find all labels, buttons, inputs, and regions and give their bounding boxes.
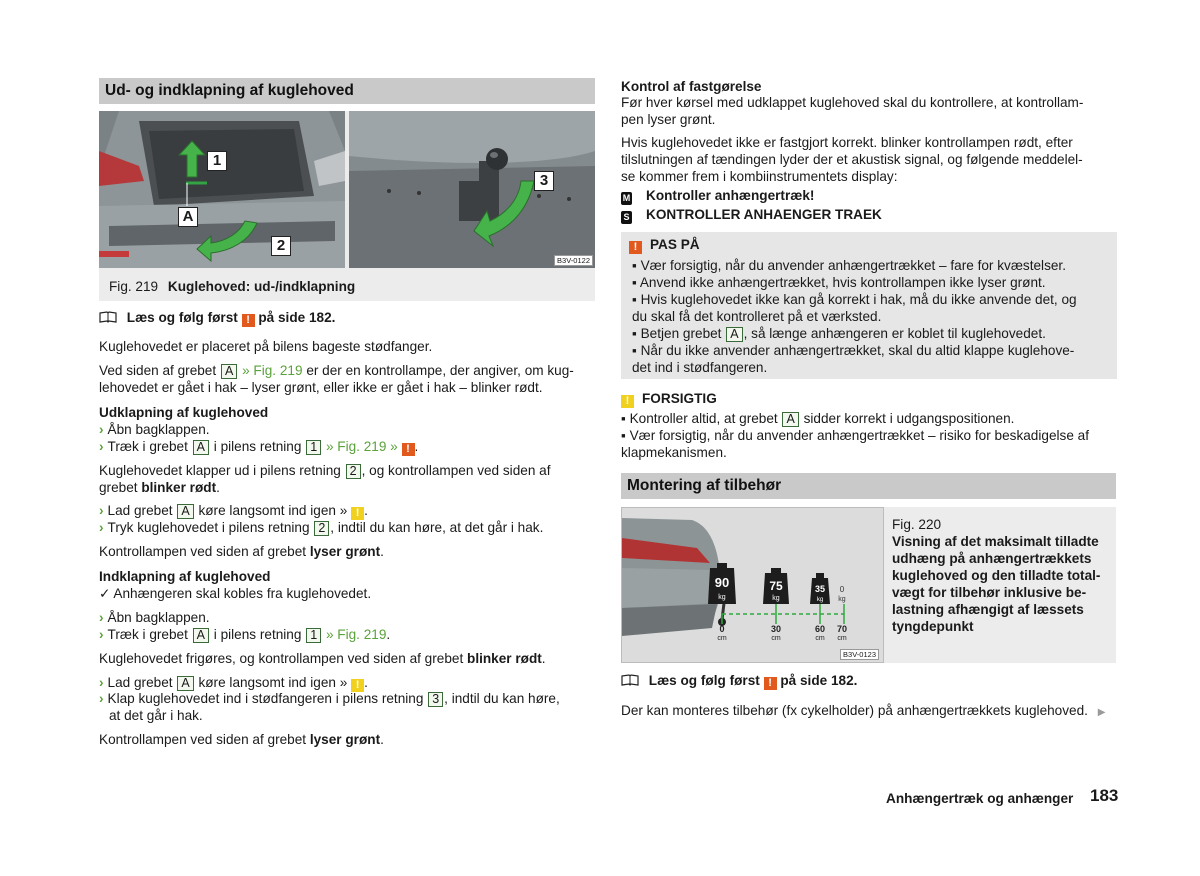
weight-unit: kg <box>838 596 846 603</box>
read-first-text: Læs og følg først <box>648 673 760 688</box>
segment-display-icon: S <box>621 211 632 224</box>
caution-item-cont: klapmekanismen. <box>621 445 727 460</box>
fig220-caption-line: kuglehoved og den tilladte total- <box>892 568 1101 583</box>
unfold-para-b: , og kontrollampen ved siden af <box>361 463 551 478</box>
weight-unit: kg <box>718 594 726 601</box>
read-first-page-ref[interactable]: på side 182. <box>780 673 858 688</box>
fig220-caption-line: udhæng på anhængertrækkets <box>892 551 1092 566</box>
distance-unit: cm <box>771 635 781 642</box>
caution-list <box>621 410 1117 461</box>
caution-item-1a: ▪ Kontroller altid, at grebet <box>621 411 778 426</box>
fold-step-1: › Åbn bagklappen. <box>99 610 210 625</box>
boxed-a: A <box>177 504 193 519</box>
caution-icon[interactable]: ! <box>351 507 364 520</box>
warning-item-cont: du skal få det kontrolleret på et værksted. <box>632 309 882 324</box>
figure-219 <box>99 111 595 301</box>
unfold-step-4-text-b: , indtil du kan høre, at det går i hak. <box>330 520 544 535</box>
warning-item: ▪ Hvis kuglehovedet ikke kan gå korrekt i hak, må du ikke anvende det, og <box>632 292 1077 307</box>
fig219-link[interactable]: » Fig. 219 » <box>325 439 398 454</box>
trunk-photo <box>99 111 345 268</box>
unfold-step-4-text-a: Tryk kuglehovedet i pilens retning <box>107 520 310 535</box>
distance-30: 30 <box>770 624 782 634</box>
lamp-green-text: Kontrollampen ved siden af grebet <box>99 544 307 559</box>
fold-requirement: ✓ Anhængeren skal kobles fra kuglehovedet. <box>99 586 372 601</box>
fig220-caption-line: tyngdepunkt <box>892 619 974 634</box>
weight-0: 0 <box>839 585 845 594</box>
caution-icon[interactable]: ! <box>351 679 364 692</box>
maxidot-icon: M <box>622 193 631 203</box>
hitch-illustration <box>349 111 595 268</box>
warning-icon: ! <box>629 241 642 254</box>
section-title-left: Ud- og indklapning af kuglehoved <box>99 78 595 104</box>
boxed-a: A <box>193 440 209 455</box>
control-p2-b: tilslutningen af tændingen lyder der et akustisk signal, og følgende meddelel- <box>621 152 1083 167</box>
fold-step-2-text-a: Træk i grebet <box>107 627 188 642</box>
unfold-para-c: grebet <box>99 480 138 495</box>
control-p1-b: pen lyser grønt. <box>621 112 716 127</box>
weight-35: 35 <box>814 584 826 594</box>
fig219-number: Fig. 219 <box>109 279 159 294</box>
fig220-caption <box>892 516 1112 635</box>
read-first-page-ref[interactable]: på side 182. <box>258 310 336 325</box>
fig220-image <box>621 507 884 663</box>
read-first-text: Læs og følg først <box>126 310 238 325</box>
fig220-code: B3V-0123 <box>840 649 879 660</box>
lamp-green-paragraph-1: Kontrollampen ved siden af grebet lyser grønt. <box>99 544 384 559</box>
fold-step-2-text-b: i pilens retning <box>213 627 302 642</box>
boxed-a: A <box>177 676 193 691</box>
display-message-2-text: KONTROLLER ANHAENGER TRAEK <box>646 207 882 222</box>
boxed-3: 3 <box>428 692 443 707</box>
fold-step-4-text-b: , indtil du kan høre, <box>444 691 560 706</box>
display-message-2 <box>621 206 1117 224</box>
warning-icon: ! <box>242 314 255 327</box>
lamp-green-paragraph-2: Kontrollampen ved siden af grebet lyser grønt. <box>99 732 384 747</box>
fold-step-2: › Træk i grebet A i pilens retning 1 » Fig. 219. <box>99 627 391 642</box>
boxed-2: 2 <box>314 521 329 536</box>
fold-step-4-text-a: Klap kuglehovedet ind i stødfangeren i pilens retning <box>107 691 424 706</box>
callout-2-fig219: 2 <box>271 236 291 256</box>
warning-icon[interactable]: ! <box>402 443 415 456</box>
fig219-code: B3V-0122 <box>554 255 593 266</box>
distance-0: 0 <box>719 624 725 634</box>
warning-box <box>621 232 1117 379</box>
caution-title-text: FORSIGTIG <box>642 391 717 406</box>
footer-chapter: Anhængertræk og anhænger <box>886 791 1074 806</box>
accessory-text: Der kan monteres tilbehør (fx cykelholder) på anhængertrækkets kuglehoved. <box>621 703 1088 718</box>
accessory-paragraph <box>621 702 1117 721</box>
fold-step-3-text-b: køre langsomt ind igen » <box>198 675 348 690</box>
control-p2-a: Hvis kuglehovedet ikke er fastgjort korrekt. blinker kontrollampen rødt, efter <box>621 135 1073 150</box>
lamp-text-3: lehovedet er gået i hak – lyser grønt, eller ikke er gået i hak – blinker rødt. <box>99 380 543 395</box>
intro-paragraph: Kuglehovedet er placeret på bilens bageste stødfanger. <box>99 339 433 354</box>
fig220-caption-line: lastning afhængigt af læssets <box>892 602 1084 617</box>
caution-item: ▪ Vær forsigtig, når du anvender anhængertrækket – risiko for beskadigelse af <box>621 428 1090 443</box>
weight-unit: kg <box>816 597 824 603</box>
warning-item-cont: det ind i stødfangeren. <box>632 360 768 375</box>
page-number: 183 <box>1090 786 1119 805</box>
caution-item-1b: sidder korrekt i udgangspositionen. <box>803 411 1015 426</box>
caution-icon: ! <box>621 395 634 408</box>
boxed-1: 1 <box>306 440 321 455</box>
control-heading: Kontrol af fastgørelse <box>621 79 762 94</box>
warning-title-text: PAS PÅ <box>650 237 700 252</box>
release-paragraph: Kuglehovedet frigøres, og kontrollampen ved siden af grebet blinker rødt. <box>99 651 546 666</box>
control-p2-c: se kommer frem i kombiinstrumentets display: <box>621 169 898 184</box>
boxed-1: 1 <box>306 628 321 643</box>
weight-90: 90 <box>714 575 730 590</box>
heading-unfold: Udklapning af kuglehoved <box>99 405 269 420</box>
caution-item <box>621 410 1117 427</box>
fig220-caption-text <box>892 533 1112 635</box>
book-icon <box>99 311 117 323</box>
lamp-paragraph <box>99 362 595 396</box>
boxed-2: 2 <box>346 464 361 479</box>
distance-unit: cm <box>815 635 825 642</box>
figure-220 <box>621 507 1116 663</box>
book-icon <box>621 674 639 686</box>
warning-title <box>629 236 1109 254</box>
fold-step-1-text: Åbn bagklappen. <box>107 610 210 625</box>
fig219-link[interactable]: » Fig. 219 <box>242 363 303 378</box>
warning-item: ▪ Vær forsigtig, når du anvender anhængertrækket – fare for kvæstelser. <box>632 258 1066 273</box>
hitch-photo <box>349 111 595 268</box>
lamp-green-text: Kontrollampen ved siden af grebet <box>99 732 307 747</box>
fig219-title: Kuglehoved: ud-/indklapning <box>167 279 356 294</box>
lamp-text-2: er der en kontrollampe, der angiver, om kug- <box>306 363 574 378</box>
callout-a-fig219: A <box>178 207 198 227</box>
trunk-illustration <box>99 111 345 268</box>
boxed-a: A <box>726 327 742 342</box>
continue-arrow-icon[interactable]: ▶ <box>1097 707 1106 718</box>
fold-step-4: › Klap kuglehovedet ind i stødfangeren i pilens retning 3 , indtil du kan høre, at det går i hak. <box>99 691 560 723</box>
fig220-caption-line: vægt for tilbehør inklusive be- <box>892 585 1087 600</box>
heading-fold: Indklapning af kuglehoved <box>99 569 271 584</box>
unfold-paragraph <box>99 462 595 496</box>
fold-step-3-text-a: Lad grebet <box>107 675 173 690</box>
lamp-green-bold: lyser grønt <box>309 732 381 747</box>
display-message-1 <box>621 187 1117 205</box>
warning-item: ▪ Når du ikke anvender anhængertrækket, skal du altid klappe kuglehove- <box>632 343 1075 358</box>
warning-item: ▪ Anvend ikke anhængertrækket, hvis kontrollampen ikke lyser grønt. <box>632 275 1046 290</box>
distance-unit: cm <box>837 635 847 642</box>
display-message-1-text: Kontroller anhængertræk! <box>646 188 815 203</box>
distance-60: 60 <box>814 624 826 634</box>
boxed-a: A <box>221 364 237 379</box>
fig219-link[interactable]: » Fig. 219 <box>325 627 387 642</box>
weight-unit: kg <box>772 595 780 602</box>
callout-3-fig219: 3 <box>534 171 554 191</box>
lamp-text-1: Ved siden af grebet <box>99 363 217 378</box>
unfold-step-2: › Træk i grebet A i pilens retning 1 » Fig. 219 » ! . <box>99 439 419 455</box>
unfold-step-4: › Tryk kuglehovedet i pilens retning 2 , indtil du kan høre, at det går i hak. <box>99 520 544 535</box>
warning-item-4b: , så længe anhængeren er koblet til kuglehovedet. <box>743 326 1046 341</box>
unfold-para-a: Kuglehovedet klapper ud i pilens retning <box>99 463 341 478</box>
unfold-para-end: . <box>216 480 220 495</box>
warning-icon: ! <box>764 677 777 690</box>
fig220-caption-line: Visning af det maksimalt tilladte <box>892 534 1099 549</box>
release-bold: blinker rødt <box>467 651 542 666</box>
unfold-step-1-text: Åbn bagklappen. <box>107 422 210 437</box>
lamp-green-bold: lyser grønt <box>309 544 381 559</box>
fig220-number: Fig. 220 <box>892 517 942 532</box>
read-first-left <box>99 309 595 327</box>
callout-1-fig219: 1 <box>207 151 227 171</box>
warning-list <box>632 257 1109 376</box>
distance-unit: cm <box>717 635 727 642</box>
control-paragraph-2 <box>621 134 1117 185</box>
unfold-para-bold: blinker rødt <box>141 480 217 495</box>
caution-title <box>621 390 1117 408</box>
control-paragraph-1 <box>621 94 1117 128</box>
fold-step-3: › Lad grebet A køre langsomt ind igen » ! . <box>99 675 368 691</box>
boxed-a: A <box>782 412 798 427</box>
unfold-step-2-text-a: Træk i grebet <box>107 439 188 454</box>
warning-item-4a: ▪ Betjen grebet <box>632 326 722 341</box>
section-title-right: Montering af tilbehør <box>621 473 1116 499</box>
unfold-step-3-text-a: Lad grebet <box>107 503 173 518</box>
fig219-caption <box>109 278 355 295</box>
unfold-step-2-text-b: i pilens retning <box>213 439 302 454</box>
warning-item <box>632 325 1109 342</box>
unfold-step-1: › Åbn bagklappen. <box>99 422 210 437</box>
boxed-a: A <box>193 628 209 643</box>
unfold-step-3-text-b: køre langsomt ind igen » <box>198 503 348 518</box>
distance-70: 70 <box>836 624 848 634</box>
release-text: Kuglehovedet frigøres, og kontrollampen ved siden af grebet <box>99 651 464 666</box>
load-diagram <box>622 508 884 663</box>
weight-75: 75 <box>769 579 783 593</box>
fold-step-4-text-c: at det går i hak. <box>109 708 203 723</box>
unfold-step-3: › Lad grebet A køre langsomt ind igen » ! . <box>99 503 368 519</box>
control-p1-a: Før hver kørsel med udklappet kuglehoved skal du kontrollere, at kontrollam- <box>621 95 1084 110</box>
read-first-right <box>621 672 1117 690</box>
